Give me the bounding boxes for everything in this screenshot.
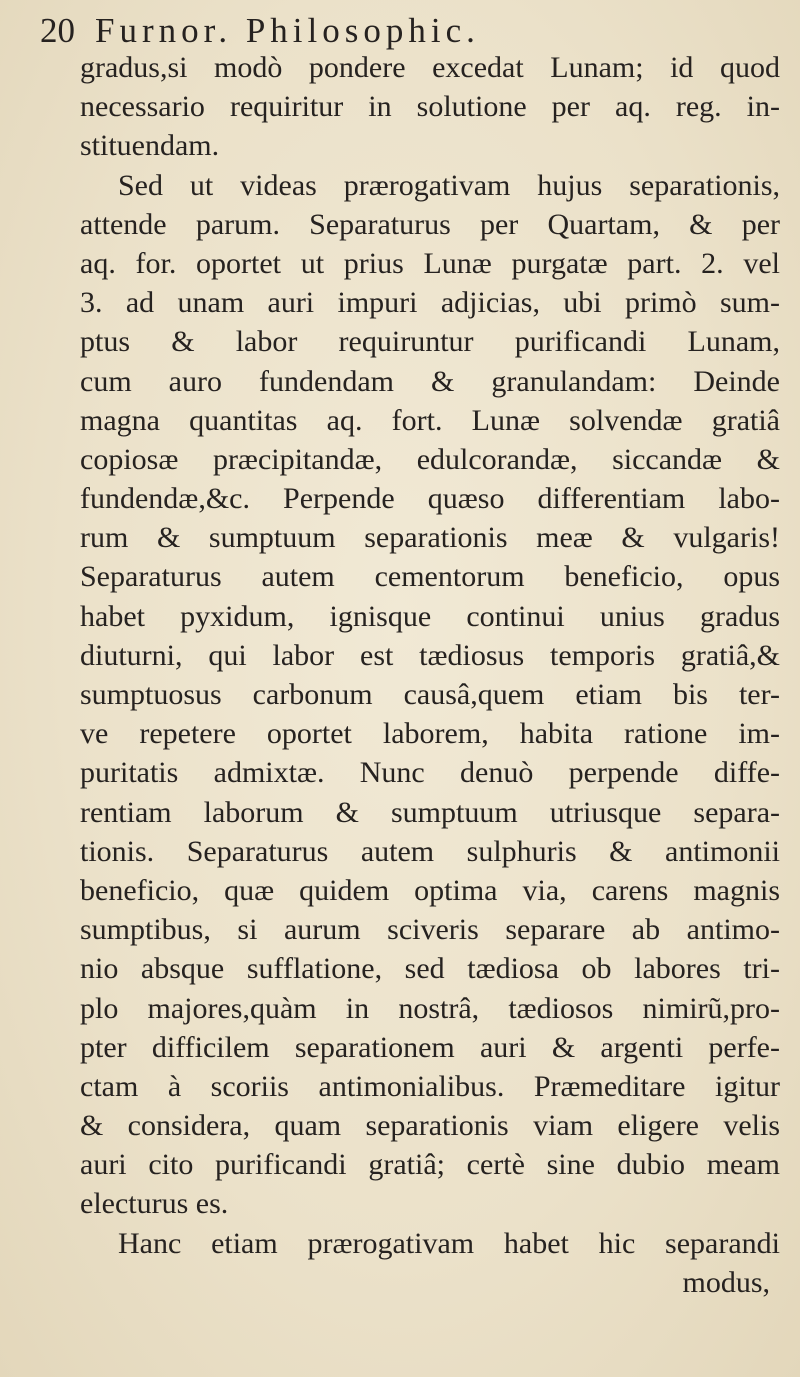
text-line: auri cito purificandi gratiâ; certè sine dubio meam [80,1148,780,1182]
text-line: tionis. Separaturus autem sulphuris & antimonii [80,834,780,868]
text-line: sumptuosus carbonum causâ,quem etiam bis ter- [80,678,780,711]
text-line: diuturni, qui labor est tædiosus temporis gratiâ,& [80,638,780,672]
text-line: gradus,si modò pondere excedat Lunam; id quod [80,51,780,84]
text-line: attende parum. Separaturus per Quartam, & per [80,207,780,241]
text-line: Separaturus autem cementorum beneficio, opus [80,560,780,594]
text-line: nio absque sufflatione, sed tædiosa ob labores tri- [80,952,780,986]
text-line: ctam à scoriis antimonialibus. Præmeditare igitur [80,1069,780,1103]
text-line: sumptibus, si aurum sciveris separare ab antimo- [80,913,780,947]
text-line: & considera, quam separationis viam eligere velis [80,1109,780,1143]
text-line: copiosæ præcipitandæ, edulcorandæ, siccandæ & [80,442,780,476]
text-line: plo majores,quàm in nostrâ, tædiosos nimirũ,pro- [80,991,780,1025]
text-line: ve repetere oportet laborem, habita ratione im- [80,717,780,751]
page-number: 20 [40,11,75,50]
text-line: fundendæ,&c. Perpende quæso differentiam labo- [80,482,780,516]
text-line: necessario requiritur in solutione per aq. reg. in- [80,90,780,124]
running-title: Furnor. Philosophic. [95,11,480,50]
body-text [80,48,780,1302]
text-line: pter difficilem separationem auri & argenti perfe- [80,1030,780,1064]
text-line: cum auro fundendam & granulandam: Deinde [80,364,780,398]
text-line: ptus & labor requiruntur purificandi Lunam, [80,325,780,359]
text-line: aq. for. oportet ut prius Lunæ purgatæ part. 2. vel [80,246,780,280]
text-line: stituendam. [80,129,220,163]
text-line: rentiam laborum & sumptuum utriusque separa- [80,795,780,829]
catchword: modus, [682,1265,770,1299]
text-line: Hanc etiam prærogativam habet hic separandi [118,1226,780,1260]
text-line: magna quantitas aq. fort. Lunæ solvendæ gratiâ [80,403,780,437]
text-line: Sed ut videas prærogativam hujus separationis, [118,168,780,202]
text-line: rum & sumptuum separationis meæ & vulgaris! [80,521,780,555]
text-line: beneficio, quæ quidem optima via, carens magnis [80,873,780,907]
text-line: electurus es. [80,1187,229,1221]
text-line: habet pyxidum, ignisque continui unius gradus [80,599,780,633]
text-line: puritatis admixtæ. Nunc denuò perpende diffe- [80,756,780,790]
text-line: 3. ad unam auri impuri adjicias, ubi primò sum- [80,286,780,320]
